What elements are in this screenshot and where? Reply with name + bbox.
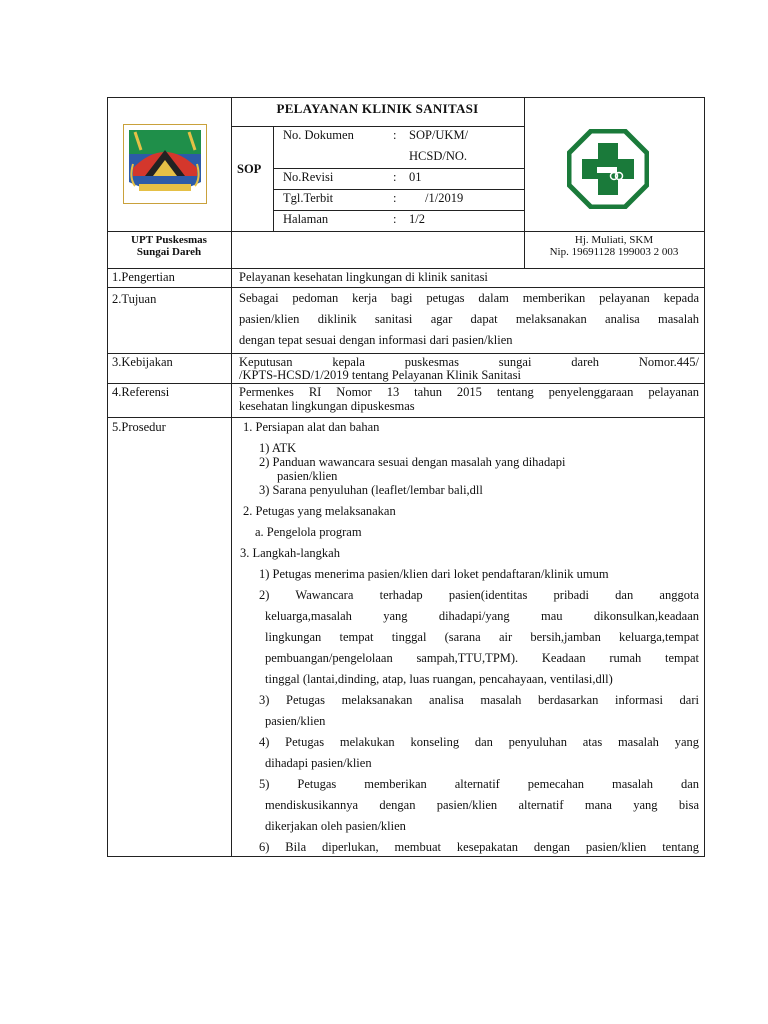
prosedur-s1-item-3: 3) Sarana penyuluhan (leaflet/lembar bali,dll: [259, 483, 483, 497]
langkah-3-line-2: pasien/klien: [265, 714, 326, 728]
langkah-5-line-1: 5) Petugas memberikan alternatif pemecahan masalah dan: [259, 777, 699, 791]
langkah-2-line-3: lingkungan tempat tinggal (sarana air bersih,jamban keluarga,tempat: [265, 630, 699, 644]
sop-label: SOP: [237, 162, 262, 176]
prosedur-s1-item-1: 1) ATK: [259, 441, 297, 455]
langkah-2-line-4: pembuangan/pengelolaan sampah,TTU,TPM). Keadaan rumah tempat: [265, 651, 699, 665]
field-no-dokumen-value: SOP/UKM/: [409, 128, 469, 142]
kebijakan-word: puskesmas: [404, 355, 459, 369]
langkah-4-line-1: 4) Petugas melakukan konseling dan penyuluhan atas masalah yang: [259, 735, 699, 749]
referensi-line-2: kesehatan lingkungan dipuskesmas: [239, 399, 415, 413]
tujuan-line-3: dengan tepat sesuai dengan informasi dari pasien/klien: [239, 333, 513, 347]
kebijakan-word: dareh: [571, 355, 600, 369]
langkah-3-line-1: 3) Petugas melaksanakan analisa masalah berdasarkan informasi dari: [259, 693, 699, 707]
prosedur-step-1: 1. Persiapan alat dan bahan: [243, 420, 380, 434]
section-label-prosedur: 5.Prosedur: [112, 420, 166, 434]
field-tgl-terbit-sep: :: [393, 191, 397, 205]
field-no-revisi-value: 01: [409, 170, 422, 184]
field-no-dokumen-sep: :: [393, 128, 397, 142]
tujuan-line-2: pasien/klien diklinik sanitasi agar dapat melaksanakan analisa masalah: [239, 312, 699, 326]
org-name-line2: Sungai Dareh: [136, 246, 202, 258]
referensi-line-1: Permenkes RI Nomor 13 tahun 2015 tentang penyelenggaraan pelayanan: [239, 385, 699, 399]
kebijakan-line-2: /KPTS-HCSD/1/2019 tentang Pelayanan Klinik Sanitasi: [239, 368, 521, 382]
kebijakan-word: Nomor.445/: [638, 355, 699, 369]
field-no-revisi-label: No.Revisi: [283, 170, 334, 184]
field-halaman-sep: :: [393, 212, 397, 226]
tujuan-line-1: Sebagai pedoman kerja bagi petugas dalam memberikan pelayanan kepada: [239, 291, 699, 305]
kebijakan-line-1: [239, 355, 699, 369]
prosedur-s1-item-2b: pasien/klien: [277, 469, 338, 483]
prosedur-s2-item-1: a. Pengelola program: [255, 525, 362, 539]
langkah-6-line-1: 6) Bila diperlukan, membuat kesepakatan dengan pasien/klien tentang: [259, 840, 699, 854]
section-label-tujuan: 2.Tujuan: [112, 292, 157, 306]
field-halaman-value: 1/2: [409, 212, 425, 226]
prosedur-s1-item-2: 2) Panduan wawancara sesuai dengan masalah yang dihadapi: [259, 455, 566, 469]
prosedur-step-2: 2. Petugas yang melaksanakan: [243, 504, 396, 518]
langkah-2-line-2: keluarga,masalah yang dihadapi/yang mau dikonsulkan,keadaan: [265, 609, 699, 623]
kebijakan-word: Keputusan: [239, 355, 293, 369]
section-label-referensi: 4.Referensi: [112, 385, 170, 399]
langkah-2-line-1: 2) Wawancara terhadap pasien(identitas pribadi dan anggota: [259, 588, 699, 602]
puskesmas-logo-icon: [567, 129, 649, 209]
field-no-dokumen-value-2: HCSD/NO.: [409, 149, 467, 163]
kebijakan-word: sungai: [498, 355, 532, 369]
page-title: PELAYANAN KLINIK SANITASI: [276, 101, 479, 116]
prosedur-step-3: 3. Langkah-langkah: [240, 546, 340, 560]
signer-nip: Nip. 19691128 199003 2 003: [549, 246, 679, 258]
field-no-dokumen-label: No. Dokumen: [283, 128, 354, 142]
langkah-4-line-2: dihadapi pasien/klien: [265, 756, 372, 770]
langkah-1: 1) Petugas menerima pasien/klien dari loket pendaftaran/klinik umum: [259, 567, 609, 581]
field-tgl-terbit-label: Tgl.Terbit: [283, 191, 334, 205]
langkah-5-line-3: dikerjakan oleh pasien/klien: [265, 819, 406, 833]
pengertian-text: Pelayanan kesehatan lingkungan di klinik sanitasi: [239, 270, 488, 284]
section-label-kebijakan: 3.Kebijakan: [112, 355, 173, 369]
langkah-5-line-2: mendiskusikannya dengan pasien/klien alternatif mana yang bisa: [265, 798, 699, 812]
field-tgl-terbit-value: /1/2019: [425, 191, 464, 205]
kebijakan-word: kepala: [332, 355, 365, 369]
section-label-pengertian: 1.Pengertian: [112, 270, 175, 284]
org-name-line1: UPT Puskesmas: [131, 234, 207, 246]
regency-logo: [123, 124, 207, 204]
langkah-2-line-5: tinggal (lantai,dinding, atap, luas ruangan, pencahayaan, ventilasi,dll): [265, 672, 613, 686]
field-halaman-label: Halaman: [283, 212, 329, 226]
field-no-revisi-sep: :: [393, 170, 397, 184]
signer-name: Hj. Muliati, SKM: [574, 234, 654, 246]
